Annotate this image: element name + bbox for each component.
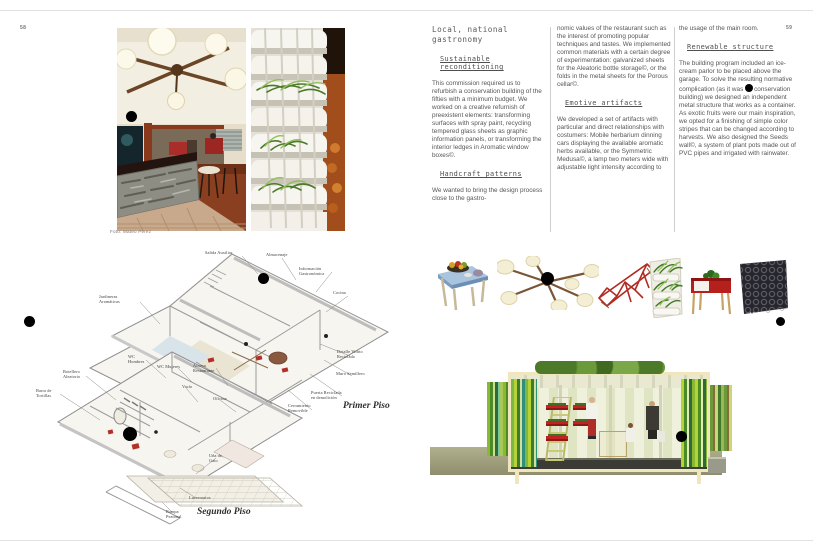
red-shelf: [546, 405, 568, 410]
plan-label: Jardineras Aromáticas: [99, 294, 120, 304]
plan-label: Vacío: [182, 384, 193, 389]
black-circle-marker-icon: [126, 111, 137, 122]
column-rule-2: [674, 27, 675, 232]
paragraph: We wanted to bring the design process close to the gastro-: [432, 187, 543, 202]
red-shelf: [546, 436, 568, 441]
article-title: Local, national gastronomy: [432, 25, 509, 44]
plan-label: WC Hombres: [128, 354, 145, 364]
plan-label: Muro Semillero: [336, 371, 365, 376]
plan-label: Cerramiento Removible: [288, 403, 311, 413]
paragraph-part: conservation building) we designed an independent metal structure that works as a container. As exotic fruits were our main inspiration, we opted for a finishing of simple color stripes that can be changed according to harvests. We also designed the Seeds wall©, a system of plant pots made out of PVC pipes and irrigated with rainwater.: [679, 86, 796, 157]
photo-caption: Foto: Mateo Pérez: [110, 229, 152, 234]
side-step: [708, 457, 726, 473]
restaurant-photo-art: [117, 28, 246, 231]
heading-emotive-artifacts: Emotive artifacts: [565, 99, 643, 107]
green-stripe-wall-right: [710, 385, 732, 451]
text-column-3: [679, 25, 796, 166]
herb-wall-object: [646, 258, 686, 318]
paragraph: [679, 60, 796, 158]
axonometric-floorplans: [20, 240, 420, 545]
plan-label: Salida Auxiliar: [205, 250, 233, 255]
black-circle-marker-icon: [258, 273, 269, 284]
blue-table-object: [432, 258, 492, 316]
column-rule-1: [550, 27, 551, 232]
roof-vegetation: [535, 361, 665, 374]
paragraph: We developed a set of artifacts with particular and direct relationships with costumers: Mobile herbarium dinning cars displaying the available aromatic herbs available, or the Symmetric Medusa©, a lamp two meters wide with adjustable light intensity according to: [557, 116, 669, 171]
text-column-2: [557, 25, 671, 180]
black-circle-marker-icon: [745, 84, 753, 92]
red-cart-object: [687, 268, 735, 316]
first-floor-title: Primer Piso: [343, 401, 390, 411]
paragraph-part: The building program included an ice-cream parlor to be placed above the garage. To solve the resulting normative complication (as it was: [679, 60, 793, 93]
container-leg: [697, 472, 701, 484]
plan-label: Barra de Tortillas: [36, 388, 52, 398]
plan-label: Cocina: [333, 290, 346, 295]
green-stripe-wall-left: [487, 382, 508, 456]
plan-label: Información Gastronómica: [299, 266, 325, 276]
plan-label: Rampa Peatonal: [166, 509, 182, 519]
person-cook: [585, 397, 599, 467]
plan-label: Uña de Gato: [209, 453, 222, 463]
wood-crate: [599, 431, 627, 457]
plan-label: Almacenaje: [266, 252, 288, 257]
black-circle-marker-icon: [541, 272, 554, 285]
page-number-left: 58: [20, 25, 27, 31]
plan-label: Lucernarios: [189, 495, 211, 500]
black-circle-marker-icon: [776, 317, 785, 326]
heading-renewable-structure: Renewable structure: [687, 43, 774, 51]
seeds-wall-object: [736, 258, 790, 316]
page-number-right: 59: [786, 25, 793, 31]
inner-stripe-wall-left: [511, 379, 537, 467]
plan-label: Acceso Restaurante: [193, 363, 215, 373]
container-leg: [515, 472, 519, 484]
heading-handcraft-patterns: Handcraft patterns: [440, 170, 522, 178]
plan-label: Botellero Aleatorio: [63, 369, 81, 379]
paragraph: nomic values of the restaurant such as the interest of promoting popular techniques and tastes. We implemented common materials with a certain degree of experimentation: galvanized sheets for the Aleatoric bottle storage©, or the folds in the metal sheets for the Porous cellar©.: [557, 25, 671, 88]
plan-label: WC Mujeres: [157, 364, 181, 369]
plan-label: Puerta Reciclada en demolición: [311, 390, 342, 400]
plan-label: Oficina: [213, 396, 227, 401]
paragraph: This commission required us to refurbish a conservation building of the fifties with a minimum budget. We worked on a creative refurnish of preexistent elements: transforming surfaces with spray paint, recycling tempered glass sheets as graphic information panels, or transforming the interior ledges in Aromatic window boxes©.: [432, 80, 542, 159]
pipe-wall-photo: [251, 28, 345, 231]
second-floor-title: Segundo Piso: [197, 507, 251, 517]
inner-stripe-wall-right: [681, 379, 707, 467]
pipe-wall-photo-art: [251, 28, 345, 231]
container-floor: [511, 460, 707, 469]
person-girl: [625, 423, 636, 445]
black-circle-marker-icon: [24, 316, 35, 327]
container-render: [425, 335, 725, 490]
heading-sustainable-reconditioning: Sustainable reconditioning: [440, 55, 504, 71]
text-column-1: [432, 25, 546, 211]
plan-label: Detalle Vidrio Reciclado: [337, 349, 363, 359]
red-shelf: [546, 421, 568, 426]
page-top-edge: [0, 10, 813, 11]
black-circle-marker-icon: [123, 427, 137, 441]
restaurant-photo: [117, 28, 246, 231]
person-visitor: [645, 401, 661, 441]
container-box: [508, 372, 710, 472]
black-circle-marker-icon: [676, 431, 687, 442]
paragraph: the usage of the main room.: [679, 25, 759, 32]
